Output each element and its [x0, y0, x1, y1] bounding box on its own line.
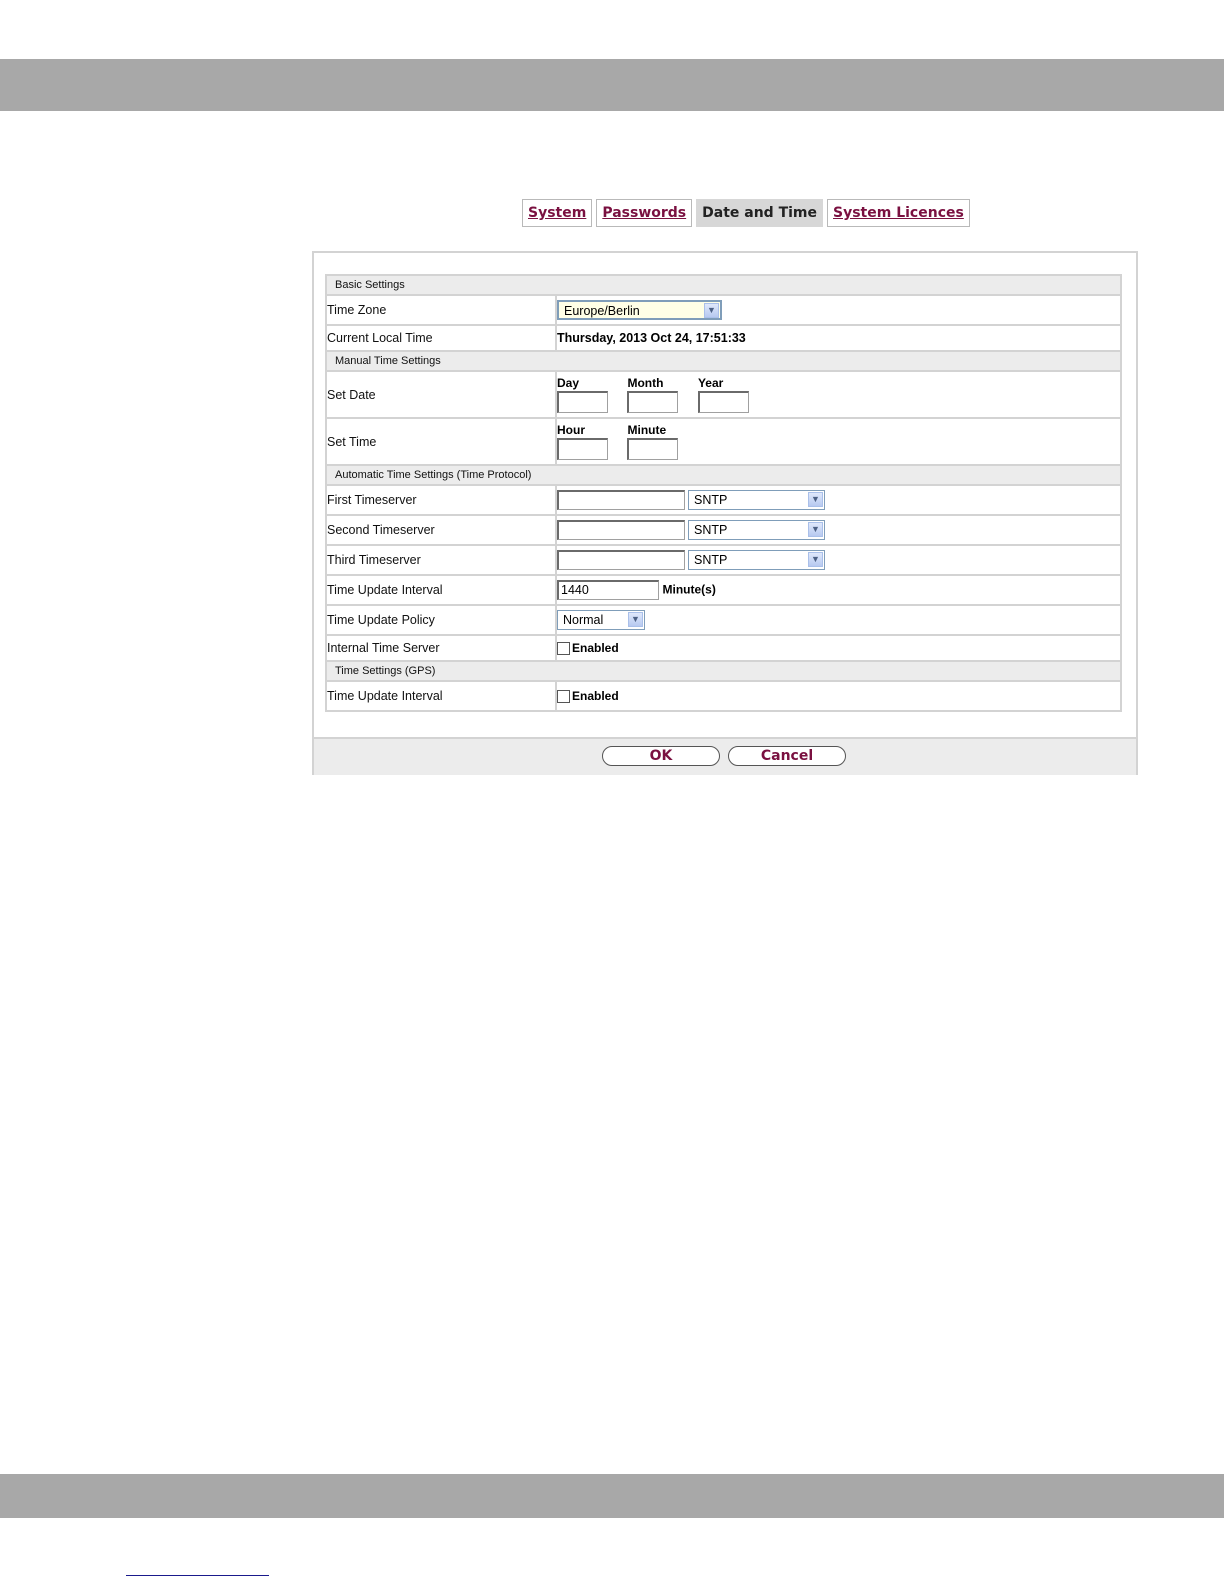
tab-passwords-link[interactable]: Passwords: [602, 205, 687, 221]
time-zone-select[interactable]: [557, 300, 722, 320]
third-protocol-select[interactable]: [688, 550, 825, 570]
month-input[interactable]: [627, 391, 678, 413]
time-update-interval-label: Time Update Interval: [326, 575, 556, 605]
header-bar: [0, 59, 1224, 111]
minute-group: [627, 423, 678, 460]
day-input[interactable]: [557, 391, 608, 413]
time-zone-label: Time Zone: [326, 295, 556, 325]
tab-date-and-time[interactable]: [696, 199, 823, 227]
first-protocol-select[interactable]: [688, 490, 825, 510]
tab-system-licences-link[interactable]: System Licences: [833, 205, 964, 221]
settings-table: [325, 274, 1122, 712]
time-zone-value: Europe/Berlin: [564, 304, 640, 318]
second-protocol-value: SNTP: [694, 523, 728, 537]
section-basic-settings: Basic Settings: [326, 275, 1121, 295]
chevron-down-icon: ▼: [808, 552, 823, 567]
internal-time-server-enabled-label: Enabled: [572, 640, 619, 655]
third-protocol-value: SNTP: [694, 553, 728, 567]
chevron-down-icon: ▼: [808, 522, 823, 537]
settings-panel: [312, 251, 1138, 775]
second-timeserver-label: Second Timeserver: [326, 515, 556, 545]
section-gps-time-settings: Time Settings (GPS): [326, 661, 1121, 681]
section-automatic-time-settings: Automatic Time Settings (Time Protocol): [326, 465, 1121, 485]
internal-time-server-checkbox[interactable]: [557, 642, 570, 655]
third-timeserver-input[interactable]: [557, 550, 685, 570]
year-input[interactable]: [698, 391, 749, 413]
time-update-interval-input[interactable]: 1440: [557, 580, 659, 600]
ok-button[interactable]: OK: [602, 746, 720, 766]
first-protocol-value: SNTP: [694, 493, 728, 507]
minute-input[interactable]: [627, 438, 678, 460]
gps-enabled-checkbox[interactable]: [557, 690, 570, 703]
tab-system[interactable]: [522, 199, 592, 227]
time-update-policy-value: Normal: [563, 613, 604, 627]
set-time-label: Set Time: [326, 418, 556, 465]
chevron-down-icon: ▼: [704, 303, 719, 318]
chevron-down-icon: ▼: [808, 492, 823, 507]
day-caption: Day: [557, 376, 580, 390]
first-timeserver-label: First Timeserver: [326, 485, 556, 515]
year-group: [698, 376, 749, 413]
first-timeserver-input[interactable]: [557, 490, 685, 510]
minute-caption: Minute: [627, 423, 667, 437]
set-date-label: Set Date: [326, 371, 556, 418]
tab-system-licences[interactable]: [827, 199, 970, 227]
second-timeserver-input[interactable]: [557, 520, 685, 540]
interval-unit-label: Minute(s): [662, 582, 716, 597]
button-bar: [314, 737, 1136, 775]
cancel-button[interactable]: Cancel: [728, 746, 846, 766]
internal-time-server-label: Internal Time Server: [326, 635, 556, 661]
time-update-policy-select[interactable]: [557, 610, 645, 630]
hour-input[interactable]: [557, 438, 608, 460]
footer-link-underline: [126, 1575, 269, 1576]
hour-group: [557, 423, 608, 460]
time-update-policy-label: Time Update Policy: [326, 605, 556, 635]
day-group: [557, 376, 608, 413]
gps-enabled-label: Enabled: [572, 688, 619, 703]
section-manual-time-settings: Manual Time Settings: [326, 351, 1121, 371]
tab-bar: [522, 199, 970, 227]
year-caption: Year: [697, 376, 724, 390]
third-timeserver-label: Third Timeserver: [326, 545, 556, 575]
chevron-down-icon: ▼: [628, 612, 643, 627]
tab-passwords[interactable]: [596, 199, 692, 227]
second-protocol-select[interactable]: [688, 520, 825, 540]
tab-system-link[interactable]: System: [528, 205, 587, 221]
current-time-label: Current Local Time: [326, 325, 556, 351]
gps-time-update-interval-label: Time Update Interval: [326, 681, 556, 711]
month-group: [627, 376, 678, 413]
footer-bar: [0, 1474, 1224, 1518]
current-time-value: Thursday, 2013 Oct 24, 17:51:33: [556, 325, 1121, 351]
month-caption: Month: [627, 376, 664, 390]
hour-caption: Hour: [557, 423, 585, 437]
tab-date-and-time-label: Date and Time: [702, 205, 818, 221]
